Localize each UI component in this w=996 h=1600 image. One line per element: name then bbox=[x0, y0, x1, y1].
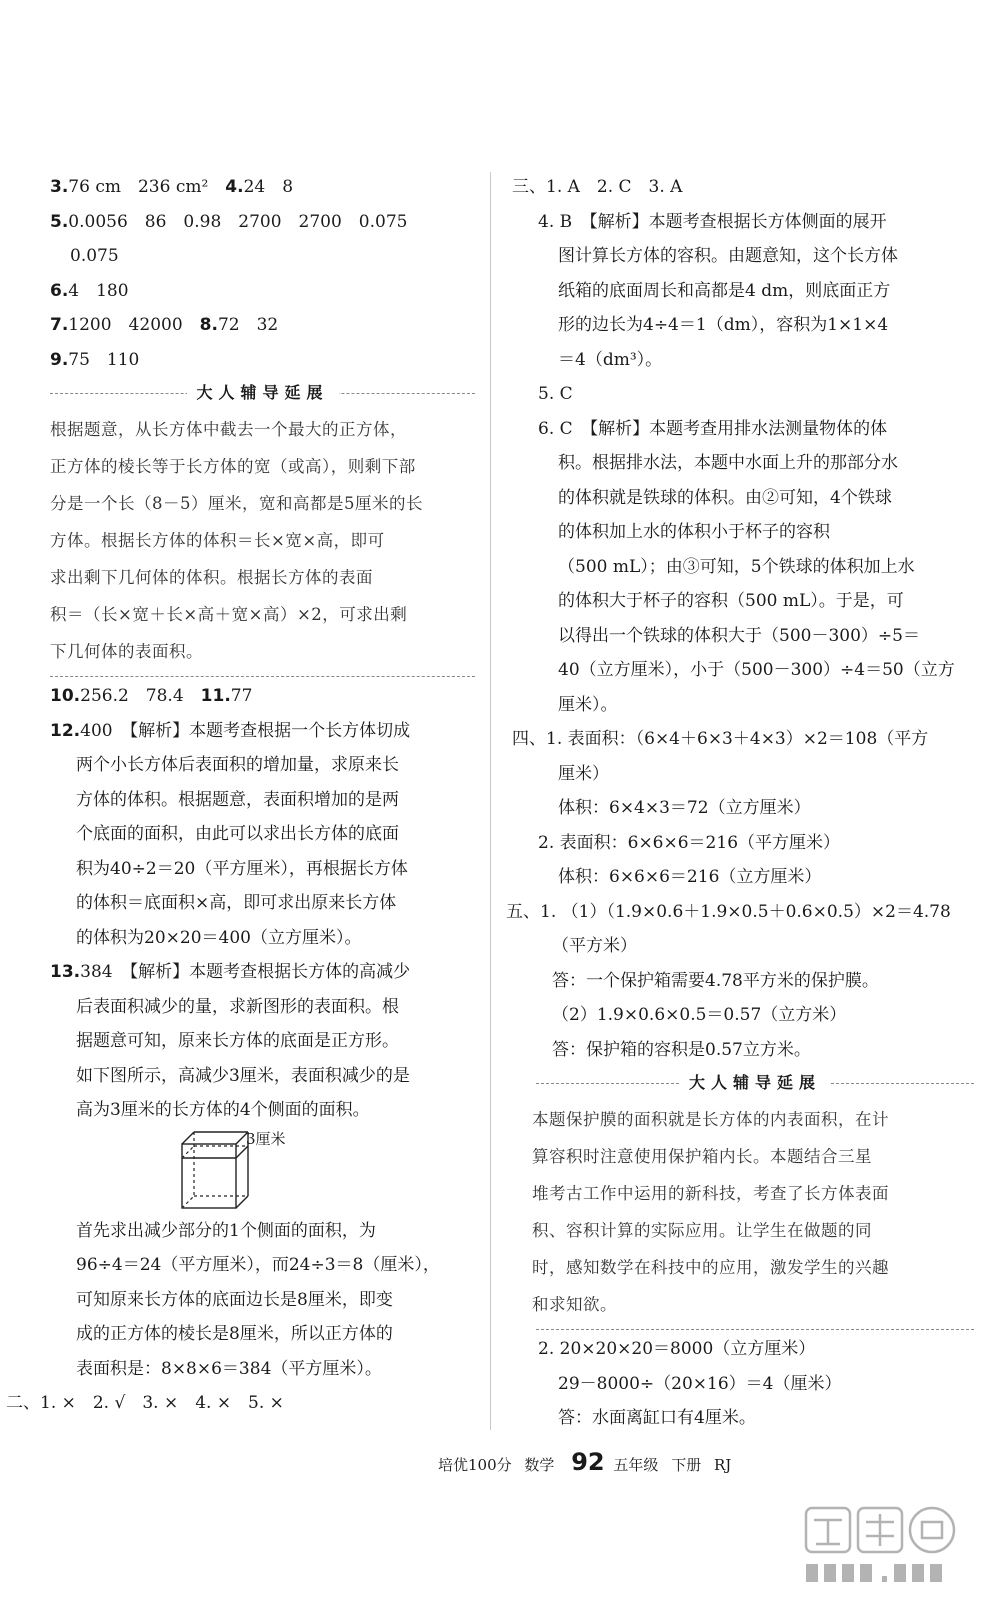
q13-line: 高为3厘米的长方体的4个侧面的面积。 bbox=[76, 1100, 370, 1120]
q2-line: 答：水面离缸口有4厘米。 bbox=[558, 1408, 756, 1428]
q12-line: 的体积＝底面积×高，即可求出原来长方体 bbox=[76, 893, 397, 913]
dashed-rule-end bbox=[50, 676, 475, 677]
q12-line: 方体的体积。根据题意，表面积增加的是两 bbox=[76, 789, 399, 810]
q13-more-line: 96÷4＝24（平方厘米），而24÷3＝8（厘米）， bbox=[76, 1255, 440, 1275]
answer-line-12: 12.400 【解析】本题考查根据一个长方体切成 bbox=[50, 720, 411, 741]
answer-line-10-11: 10.256.2 78.4 11.77 bbox=[50, 686, 253, 706]
q13-more-line: 可知原来长方体的底面边长是8厘米，即变 bbox=[76, 1289, 393, 1310]
q6-line: 积。根据排水法，本题中水面上升的那部分水 bbox=[558, 453, 898, 473]
q13-line: 据题意可知，原来长方体的底面是正方形。 bbox=[76, 1031, 399, 1051]
q6-line: 的体积就是铁球的体积。由②可知，4个铁球 bbox=[558, 487, 892, 508]
ext-line: 积、容积计算的实际应用。让学生在做题的同 bbox=[532, 1221, 872, 1240]
ext-line: 积＝（长×宽＋长×高＋宽×高）×2，可求出剩 bbox=[50, 605, 408, 624]
answer-line-3-4: 3.76 cm 236 cm² 4.24 8 bbox=[50, 177, 294, 197]
q12-line: 的体积为20×20＝400（立方厘米）。 bbox=[76, 927, 362, 948]
ext-line: 分是一个长（8－5）厘米，宽和高都是5厘米的长 bbox=[50, 494, 423, 513]
section-5-line: 答：一个保护箱需要4.78平方米的保护膜。 bbox=[552, 970, 879, 991]
q13-more-line: 表面积是：8×8×6＝384（平方厘米）。 bbox=[76, 1358, 382, 1379]
section-4-line: 体积：6×6×6＝216（立方厘米） bbox=[558, 867, 822, 887]
q13-more-line: 首先求出减少部分的1个侧面的面积，为 bbox=[76, 1220, 376, 1241]
left-column bbox=[6, 170, 475, 1421]
section-4-line: 厘米） bbox=[558, 763, 609, 784]
answer-line-5: 5.0.0056 86 0.98 2700 2700 0.075 bbox=[50, 211, 408, 232]
section-4-line: 四、1. 表面积：（6×4＋6×3＋4×3）×2＝108（平方 bbox=[512, 729, 929, 749]
term: 下册 bbox=[671, 1456, 702, 1474]
q4-line: 纸箱的底面周长和高都是4 dm，则底面正方 bbox=[558, 280, 891, 301]
right-column bbox=[506, 170, 974, 1436]
q12-line: 积为40÷2＝20（平方厘米），再根据长方体 bbox=[76, 858, 408, 879]
cuboid-figure bbox=[180, 1128, 475, 1214]
q4-line: 4. B 【解析】本题考查根据长方体侧面的展开 bbox=[538, 211, 887, 232]
ext-line: 本题保护膜的面积就是长方体的内表面积，在计 bbox=[532, 1110, 889, 1129]
answer-line-6: 6.4 180 bbox=[50, 280, 129, 301]
answer-line-7-8: 7.1200 42000 8.72 32 bbox=[50, 315, 279, 335]
q6-line: （500 mL）；由③可知，5个铁球的体积加上水 bbox=[558, 556, 915, 577]
ext-line: 求出剩下几何体的体积。根据长方体的表面 bbox=[50, 568, 373, 587]
q6-line: 的体积大于杯子的容积（500 mL）。于是，可 bbox=[558, 591, 904, 611]
edition: RJ bbox=[714, 1456, 732, 1474]
ext-line: 时，感知数学在科技中的应用，激发学生的兴趣 bbox=[532, 1258, 889, 1277]
grade: 五年级 bbox=[613, 1456, 659, 1474]
q6-line: 的体积加上水的体积小于杯子的容积 bbox=[558, 522, 830, 542]
answer-line-5-cont: 0.075 bbox=[70, 246, 119, 266]
answer-line-9: 9.75 110 bbox=[50, 349, 140, 370]
section-3-answers: 三、1. A 2. C 3. A bbox=[512, 177, 683, 197]
ext-line: 堆考古工作中运用的新科技，考查了长方体表面 bbox=[532, 1184, 889, 1203]
ext-line: 正方体的棱长等于长方体的宽（或高），则剩下部 bbox=[50, 457, 416, 476]
q13-line: 如下图所示，高减少3厘米，表面积减少的是 bbox=[76, 1065, 410, 1086]
ext-line: 和求知欲。 bbox=[532, 1295, 617, 1314]
q12-line: 个底面的面积，由此可以求出长方体的底面 bbox=[76, 824, 399, 844]
extension-title: 大人辅导延展 bbox=[186, 380, 338, 403]
q6-line: 40（立方厘米），小于（500－300）÷4＝50（立方 bbox=[558, 660, 955, 680]
page-footer bbox=[438, 1448, 739, 1476]
q2-line: 29－8000÷（20×16）＝4（厘米） bbox=[558, 1373, 842, 1394]
q13-line: 后表面积减少的量，求新图形的表面积。根 bbox=[76, 996, 399, 1017]
ext-line: 算容积时注意使用保护箱内长。本题结合三星 bbox=[532, 1147, 872, 1166]
extension-title: 大人辅导延展 bbox=[679, 1070, 831, 1093]
answer-line-13: 13.384 【解析】本题考查根据长方体的高减少 bbox=[50, 962, 411, 982]
section-5-line: （平方米） bbox=[552, 936, 637, 956]
section-4-line: 体积：6×4×3＝72（立方厘米） bbox=[558, 798, 811, 818]
extension-header-1 bbox=[50, 377, 475, 411]
q6-line: 6. C 【解析】本题考查用排水法测量物体的体 bbox=[538, 418, 888, 439]
book-title: 培优100分 bbox=[438, 1456, 512, 1474]
ext-line: 方体。根据长方体的体积＝长×宽×高，即可 bbox=[50, 531, 385, 550]
q6-line: 以得出一个铁球的体积大于（500－300）÷5＝ bbox=[558, 625, 920, 646]
subject: 数学 bbox=[524, 1456, 555, 1474]
extension-body-2 bbox=[512, 1101, 974, 1323]
section-5-line: 答：保护箱的容积是0.57立方米。 bbox=[552, 1039, 811, 1060]
q6-line: 厘米）。 bbox=[558, 694, 618, 715]
ext-line: 根据题意，从长方体中截去一个最大的正方体， bbox=[50, 420, 407, 439]
extension-header-2 bbox=[536, 1067, 974, 1101]
q2-line: 2. 20×20×20＝8000（立方厘米） bbox=[538, 1339, 816, 1359]
q12-line: 两个小长方体后表面积的增加量，求原来长 bbox=[76, 755, 399, 775]
watermark-logo-icon bbox=[800, 1500, 980, 1590]
section-5-line: （2）1.9×0.6×0.5＝0.57（立方米） bbox=[552, 1005, 847, 1025]
dashed-rule-end bbox=[536, 1329, 974, 1330]
q5-answer: 5. C bbox=[538, 384, 573, 404]
ext-line: 下几何体的表面积。 bbox=[50, 642, 203, 661]
page-number: 92 bbox=[571, 1448, 605, 1476]
q4-line: ＝4（dm³）。 bbox=[558, 349, 663, 370]
section-2-answers: 二、1. × 2. √ 3. × 4. × 5. × bbox=[6, 1393, 284, 1413]
q4-line: 形的边长为4÷4＝1（dm），容积为1×1×4 bbox=[558, 315, 889, 335]
q4-line: 图计算长方体的容积。由题意知，这个长方体 bbox=[558, 246, 898, 266]
section-5-line: 五、1. （1）（1.9×0.6＋1.9×0.5＋0.6×0.5）×2＝4.78 bbox=[506, 901, 951, 922]
cuboid-diagram-icon bbox=[180, 1128, 250, 1212]
q13-more-line: 成的正方体的棱长是8厘米，所以正方体的 bbox=[76, 1324, 393, 1344]
figure-label: 3厘米 bbox=[246, 1129, 286, 1148]
extension-body-1 bbox=[50, 411, 475, 670]
column-divider bbox=[490, 172, 491, 1430]
section-4-line: 2. 表面积：6×6×6＝216（平方厘米） bbox=[538, 832, 841, 853]
